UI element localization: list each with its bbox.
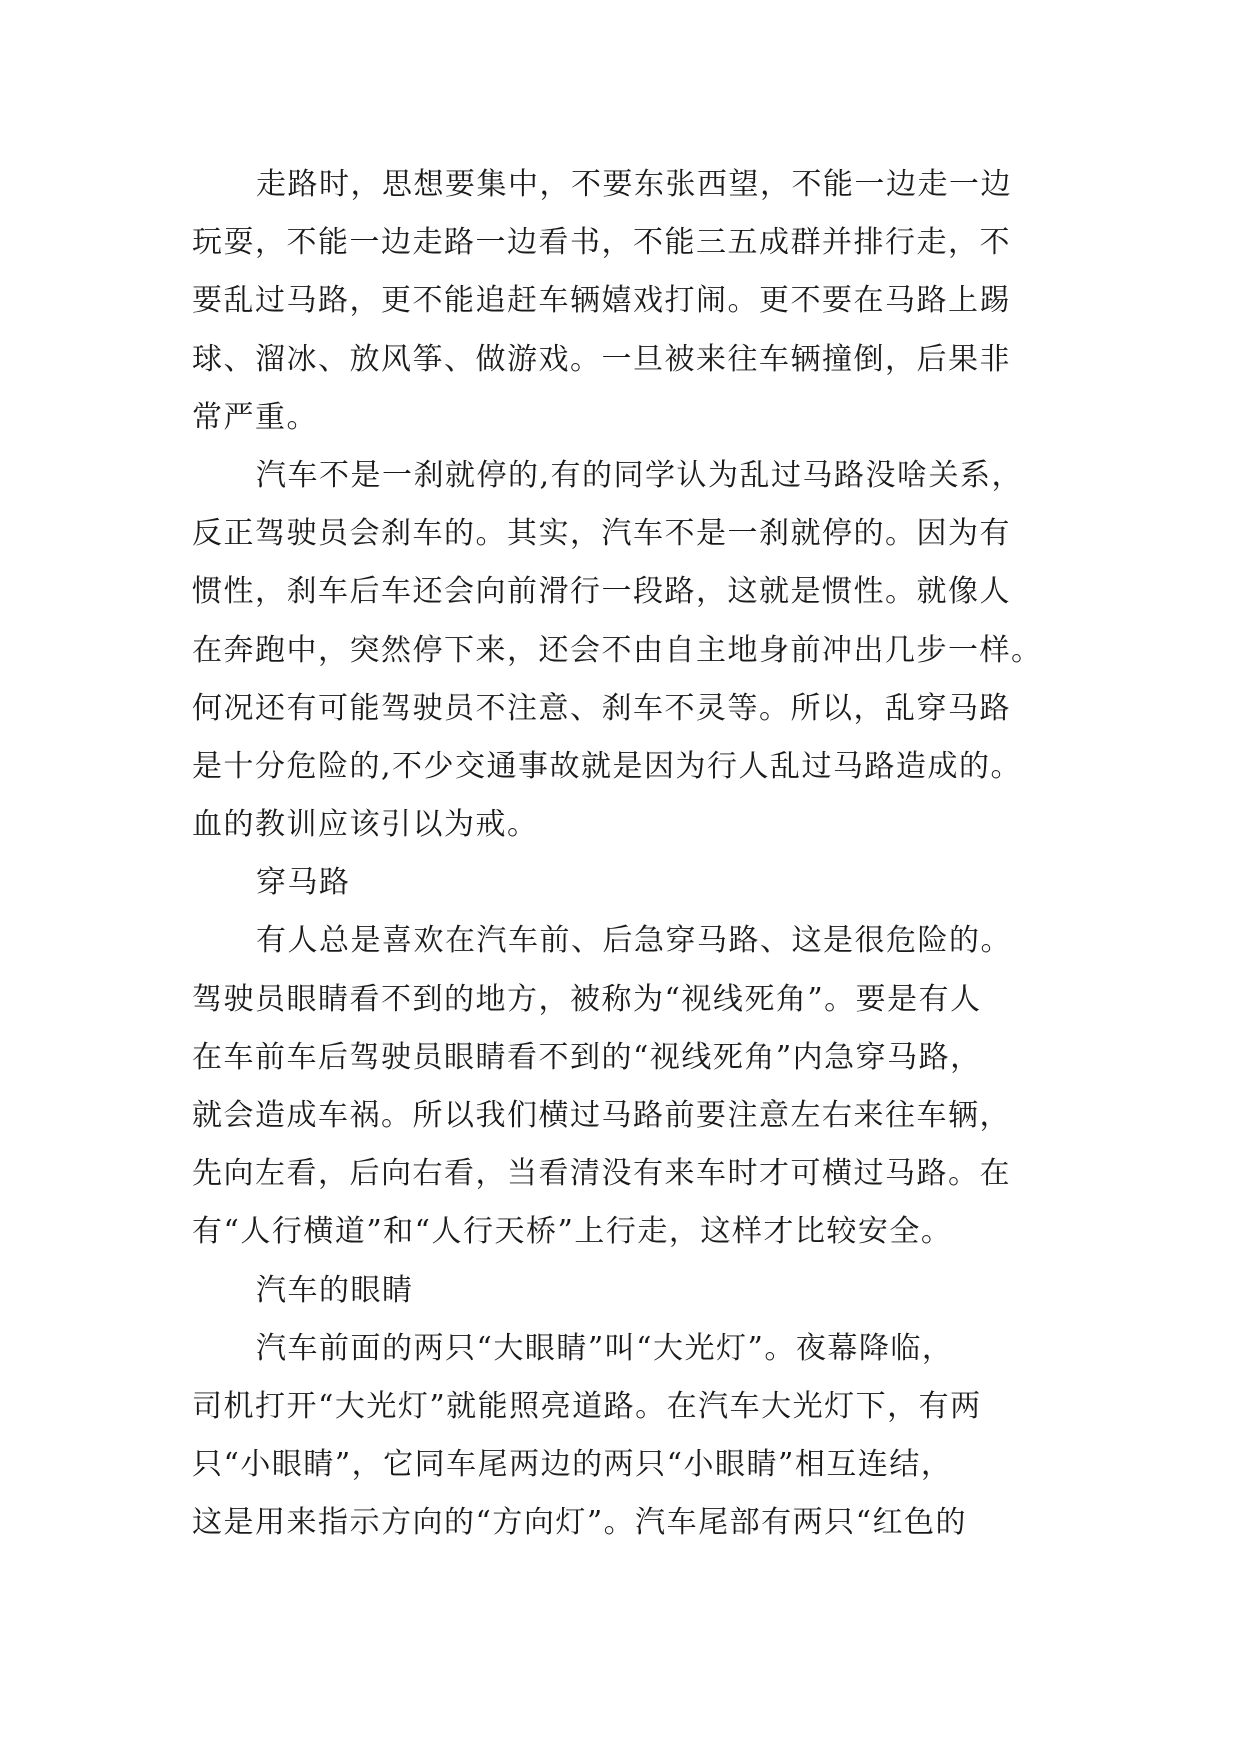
- section-heading: 穿马路: [256, 865, 351, 901]
- text-line: 在奔跑中，突然停下来，还会不由自主地身前冲出几步一样。: [192, 632, 1043, 668]
- text-line: 是十分危险的,不少交通事故就是因为行人乱过马路造成的。: [192, 748, 1023, 784]
- text-line: 常严重。: [192, 399, 318, 435]
- document-body: [192, 156, 1052, 1553]
- text-line: 先向左看，后向右看，当看清没有来车时才可横过马路。在: [192, 1156, 1011, 1192]
- text-line: 球、溜冰、放风筝、做游戏。一旦被来往车辆撞倒，后果非: [192, 341, 1011, 377]
- text-line: 有人总是喜欢在汽车前、后急穿马路、这是很危险的。: [256, 923, 1012, 959]
- section-heading: 汽车的眼睛: [256, 1272, 414, 1308]
- text-line: 只“小眼睛”，它同车尾两边的两只“小眼睛”相互连结，: [192, 1447, 953, 1483]
- text-line: 血的教训应该引以为戒。: [192, 807, 539, 843]
- text-line: 司机打开“大光灯”就能照亮道路。在汽车大光灯下，有两: [192, 1388, 982, 1424]
- text-line: 玩耍，不能一边走路一边看书，不能三五成群并排行走，不: [192, 225, 1011, 261]
- text-line: 汽车不是一刹就停的,有的同学认为乱过马路没啥关系，: [256, 457, 1024, 493]
- text-line: 汽车前面的两只“大眼睛”叫“大光灯”。夜幕降临，: [256, 1330, 954, 1366]
- text-line: 走路时，思想要集中，不要东张西望，不能一边走一边: [256, 167, 1012, 202]
- text-line: 惯性，刹车后车还会向前滑行一段路，这就是惯性。就像人: [192, 574, 1011, 610]
- text-line: 反正驾驶员会刹车的。其实，汽车不是一刹就停的。因为有: [192, 516, 1011, 552]
- text-line: 要乱过马路，更不能追赶车辆嬉戏打闹。更不要在马路上踢: [192, 283, 1011, 319]
- text-line: 就会造成车祸。所以我们横过马路前要注意左右来往车辆，: [192, 1098, 1011, 1133]
- text-line: 在车前车后驾驶员眼睛看不到的“视线死角”内急穿马路，: [192, 1039, 982, 1075]
- text-line: 有“人行横道”和“人行天桥”上行走，这样才比较安全。: [192, 1214, 953, 1250]
- text-line: 这是用来指示方向的“方向灯”。汽车尾部有两只“红色的: [192, 1505, 968, 1541]
- text-line: 驾驶员眼睛看不到的地方，被称为“视线死角”。要是有人: [192, 981, 982, 1017]
- text-line: 何况还有可能驾驶员不注意、刹车不灵等。所以，乱穿马路: [192, 690, 1011, 726]
